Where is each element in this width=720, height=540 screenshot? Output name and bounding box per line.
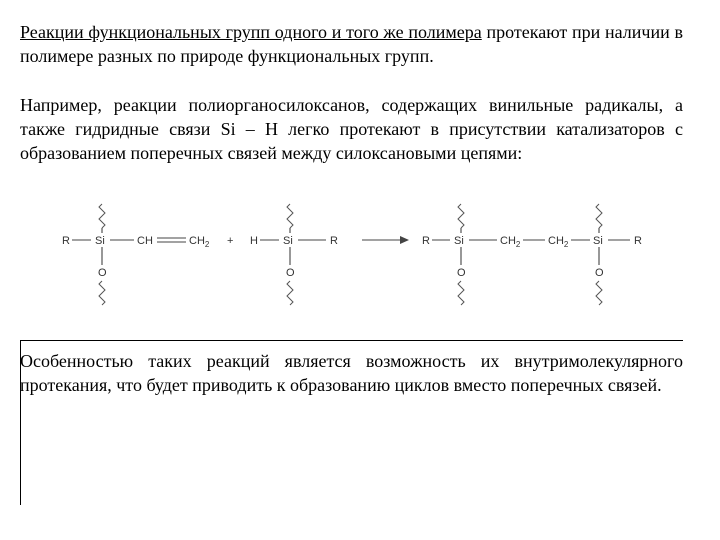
oxygen-atom: O xyxy=(595,267,604,279)
substituent-r: R xyxy=(62,235,70,247)
silicon-atom: Si xyxy=(454,235,464,247)
reactant-hydride-siloxane xyxy=(250,204,338,305)
chain-wavy-top-icon xyxy=(458,204,464,228)
chain-wavy-top-icon xyxy=(287,204,293,228)
plus-sign: + xyxy=(227,235,234,247)
hydrogen-atom: H xyxy=(250,235,258,247)
product-crosslinked xyxy=(422,204,642,305)
silicon-atom: Si xyxy=(593,235,603,247)
substituent-r: R xyxy=(422,235,430,247)
chain-wavy-top-icon xyxy=(99,204,105,228)
oxygen-atom: O xyxy=(286,267,295,279)
group-ch2: $CH_2$ xyxy=(189,235,210,249)
group-ch2: $CH_2$ xyxy=(548,235,569,249)
chain-wavy-bottom-icon xyxy=(287,281,293,305)
chain-wavy-top-icon xyxy=(596,204,602,228)
intro-rest: протекают при наличии в полимере разных по природе функциональных групп. xyxy=(20,22,683,66)
oxygen-atom: O xyxy=(457,267,466,279)
paragraph-intro xyxy=(20,20,683,68)
paragraph-example: Например, реакции полиорганосилоксанов, содержащих винильные радикалы, а также гидридные связи Si – H легко протекают в присутствии катализаторов с образованием поперечных связей между силоксановыми цепями: xyxy=(20,95,683,163)
chain-wavy-bottom-icon xyxy=(99,281,105,305)
silicon-atom: Si xyxy=(283,235,293,247)
group-ch: CH xyxy=(137,235,153,247)
silicon-atom: Si xyxy=(95,235,105,247)
chain-wavy-bottom-icon xyxy=(458,281,464,305)
group-ch2: $CH_2$ xyxy=(500,235,521,249)
reaction-arrow-icon xyxy=(362,236,409,244)
oxygen-atom: O xyxy=(98,267,107,279)
frame-top-border xyxy=(20,340,683,341)
substituent-r: R xyxy=(634,235,642,247)
chain-wavy-bottom-icon xyxy=(596,281,602,305)
reaction-scheme xyxy=(40,198,680,320)
substituent-r: R xyxy=(330,235,338,247)
paragraph-conclusion: Особенностью таких реакций является возможность их внутримолекулярного протекания, что будет приводить к образованию циклов вместо поперечных связей. xyxy=(20,351,683,395)
reactant-vinyl-siloxane xyxy=(62,204,210,305)
underlined-phrase: Реакции функциональных групп одного и того же полимера xyxy=(20,22,482,42)
